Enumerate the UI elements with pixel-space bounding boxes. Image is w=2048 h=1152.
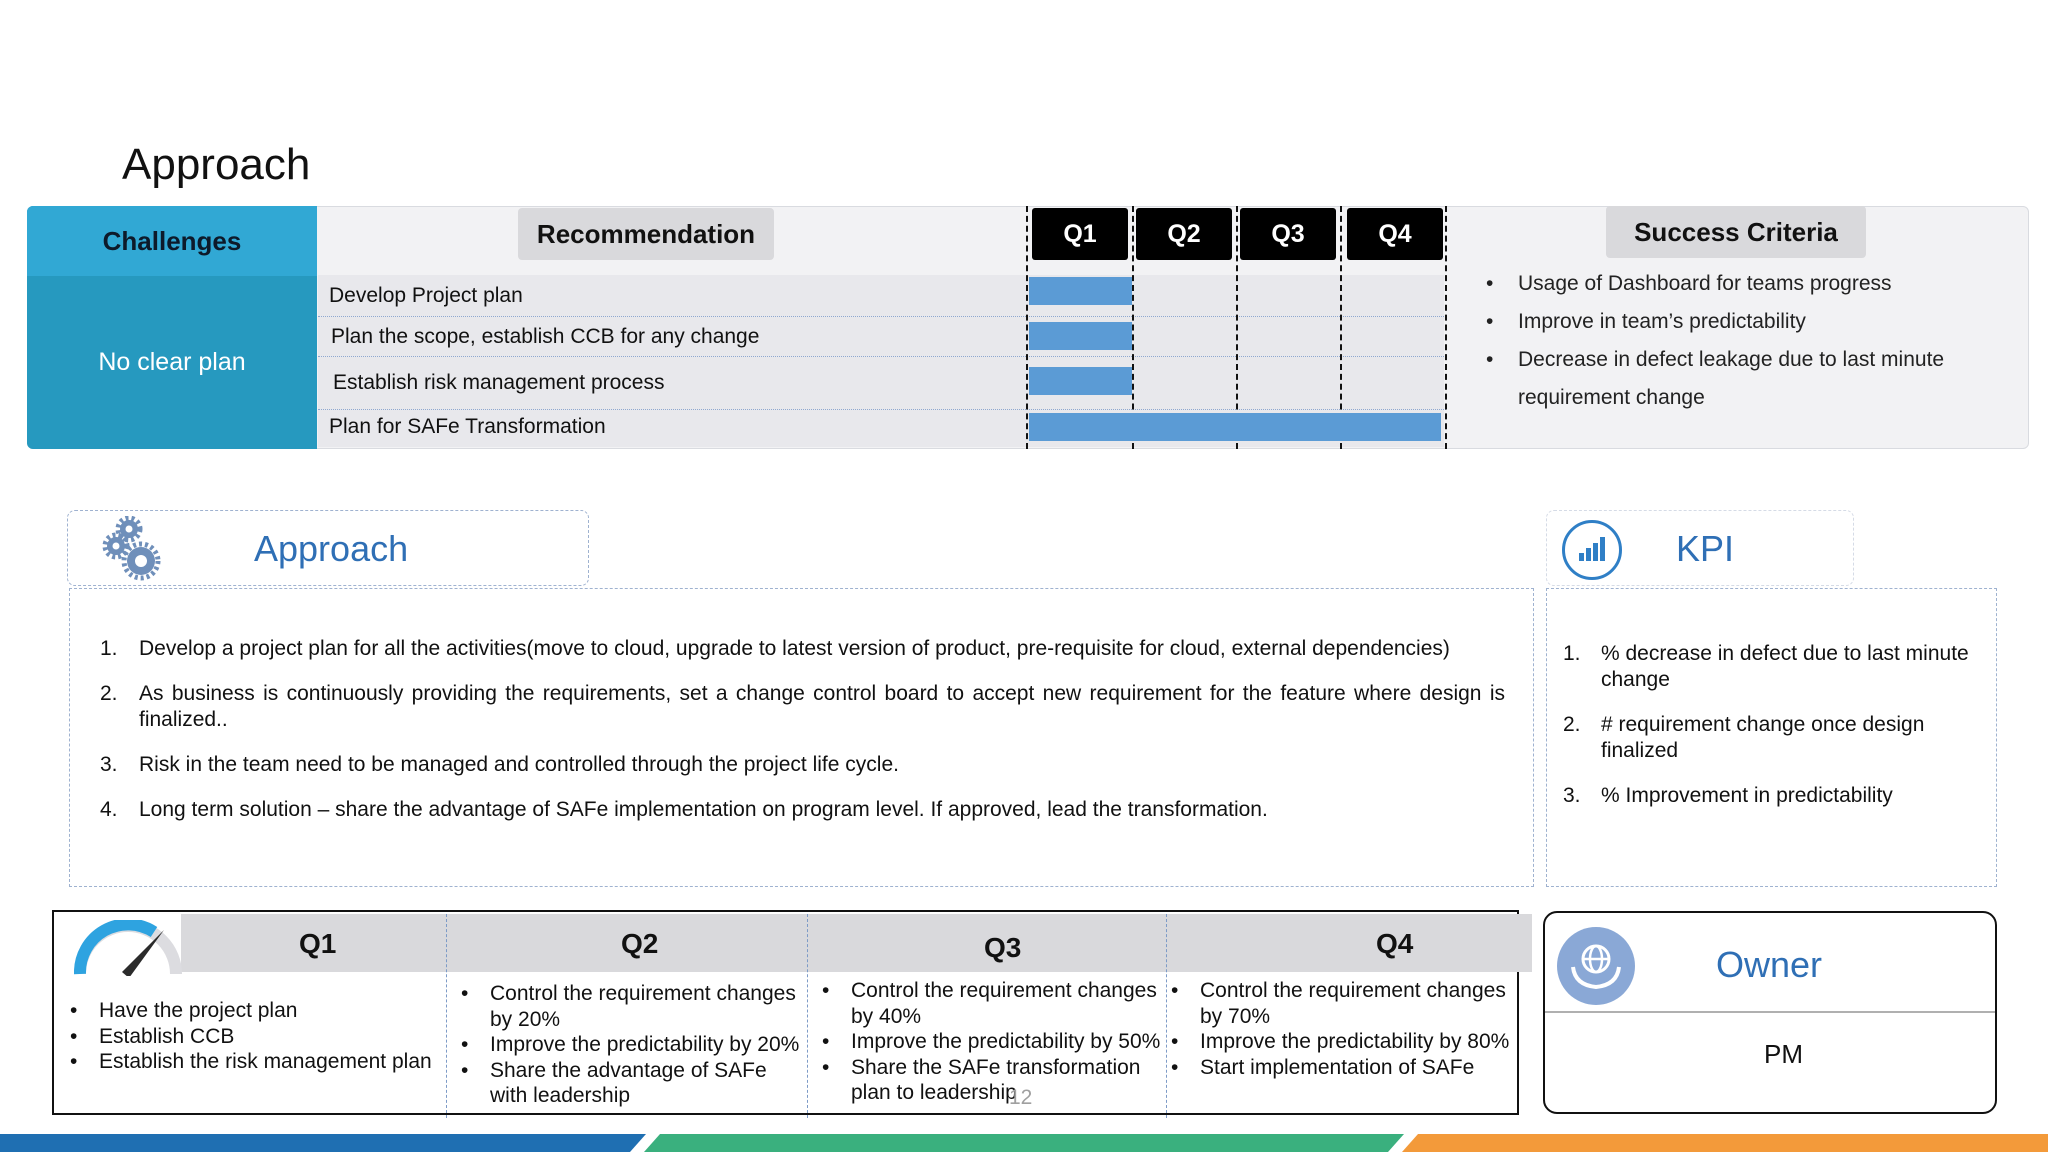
goal-item: • Improve the predictability by 50% — [822, 1029, 1166, 1055]
q2-goals-list — [461, 981, 805, 1109]
item-text: As business is continuously providing the requirements, set a change control board to accept new requirement for the feature where design is finalized.. — [139, 682, 1505, 731]
recommendation-item: Plan the scope, establish CCB for any change — [331, 325, 760, 348]
goal-item: • Start implementation of SAFe — [1171, 1055, 1511, 1081]
goal-item: • Share the SAFe transformation plan to leadership — [822, 1055, 1166, 1106]
gears-icon — [100, 516, 166, 582]
item-text: % decrease in defect due to last minute change — [1601, 642, 1969, 691]
owner-divider — [1545, 1011, 1995, 1013]
page-number: 12 — [1009, 1086, 1033, 1109]
item-number: 1. — [100, 637, 118, 660]
quarter-header-q3: Q3 — [1240, 208, 1336, 260]
gantt-bar — [1029, 277, 1132, 305]
q1-goals-list — [70, 998, 442, 1075]
kpi-item — [1563, 783, 1983, 809]
row-divider — [318, 356, 1446, 357]
recommendation-item: Develop Project plan — [329, 284, 523, 307]
item-number: 2. — [1563, 713, 1581, 736]
quarter-label-q3: Q3 — [984, 932, 1022, 963]
item-text: # requirement change once design finalized — [1601, 713, 1925, 762]
quarter-header-bar — [181, 914, 1532, 972]
goal-item: • Control the requirement changes by 20% — [461, 981, 805, 1032]
success-criteria-item: • Usage of Dashboard for teams progress — [1486, 265, 2006, 303]
goal-item: • Establish the risk management plan — [70, 1049, 442, 1075]
recommendation-header: Recommendation — [518, 208, 774, 260]
item-number: 2. — [100, 682, 118, 705]
quarter-label-q1: Q1 — [299, 928, 337, 959]
row-divider — [318, 316, 1446, 317]
owner-name: PM — [1764, 1039, 1803, 1069]
success-criteria-item: • Decrease in defect leakage due to last minute requirement change — [1486, 341, 2006, 417]
item-number: 3. — [1563, 784, 1581, 807]
kpi-item — [1563, 712, 1983, 764]
success-criteria-header: Success Criteria — [1606, 206, 1866, 258]
quarter-divider — [807, 914, 808, 1118]
goal-item: • Have the project plan — [70, 998, 442, 1024]
owner-title: Owner — [1716, 944, 1823, 985]
item-text: Risk in the team need to be managed and controlled through the project life cycle. — [139, 753, 899, 776]
item-text: Develop a project plan for all the activities(move to cloud, upgrade to latest version of product, pre-requisite for cloud, external dependencies) — [139, 637, 1450, 660]
challenges-header: Challenges — [27, 206, 317, 276]
bar-chart-icon — [1562, 520, 1622, 580]
row-divider — [318, 409, 1446, 410]
quarter-header-q1: Q1 — [1032, 208, 1128, 260]
q4-goals-list — [1171, 978, 1511, 1080]
slide-title: Approach — [122, 140, 311, 189]
challenges-column — [27, 206, 317, 449]
gantt-bar — [1029, 367, 1132, 395]
goal-item: • Control the requirement changes by 40% — [822, 978, 1166, 1029]
approach-item — [100, 752, 1505, 778]
goal-item: • Share the advantage of SAFe with leadership — [461, 1058, 805, 1109]
kpi-list — [1563, 641, 1983, 828]
goal-item: • Improve the predictability by 80% — [1171, 1029, 1511, 1055]
goal-item: • Control the requirement changes by 70% — [1171, 978, 1511, 1029]
kpi-title: KPI — [1676, 528, 1735, 569]
recommendation-item: Establish risk management process — [333, 371, 665, 394]
quarter-label-q4: Q4 — [1376, 928, 1414, 959]
success-criteria-item: • Improve in team’s predictability — [1486, 303, 2006, 341]
quarter-divider — [1026, 206, 1028, 449]
kpi-item — [1563, 641, 1983, 693]
gantt-bar — [1029, 322, 1132, 350]
quarter-divider — [1445, 206, 1447, 449]
speedometer-icon — [74, 920, 182, 976]
quarter-header-q4: Q4 — [1347, 208, 1443, 260]
gantt-bar — [1029, 413, 1441, 441]
goal-item: • Improve the predictability by 20% — [461, 1032, 805, 1058]
approach-item — [100, 636, 1505, 662]
item-text: % Improvement in predictability — [1601, 784, 1893, 807]
challenge-text: No clear plan — [98, 348, 246, 376]
approach-item — [100, 797, 1505, 823]
footer-color-strip — [0, 1134, 2048, 1152]
item-text: Long term solution – share the advantage of SAFe implementation on program level. If approved, lead the transformation. — [139, 798, 1268, 821]
recommendation-item: Plan for SAFe Transformation — [329, 415, 606, 438]
quarter-divider — [446, 914, 447, 1118]
q3-goals-list — [822, 978, 1166, 1106]
quarter-label-q2: Q2 — [621, 928, 659, 959]
item-number: 4. — [100, 798, 118, 821]
goal-item: • Establish CCB — [70, 1024, 442, 1050]
item-number: 3. — [100, 753, 118, 776]
success-criteria-list — [1486, 265, 2006, 417]
approach-list — [100, 636, 1505, 842]
item-number: 1. — [1563, 642, 1581, 665]
approach-item — [100, 681, 1505, 733]
approach-title: Approach — [254, 528, 409, 569]
quarter-header-q2: Q2 — [1136, 208, 1232, 260]
globe-hands-icon — [1557, 927, 1635, 1005]
quarter-divider — [1166, 914, 1167, 1118]
